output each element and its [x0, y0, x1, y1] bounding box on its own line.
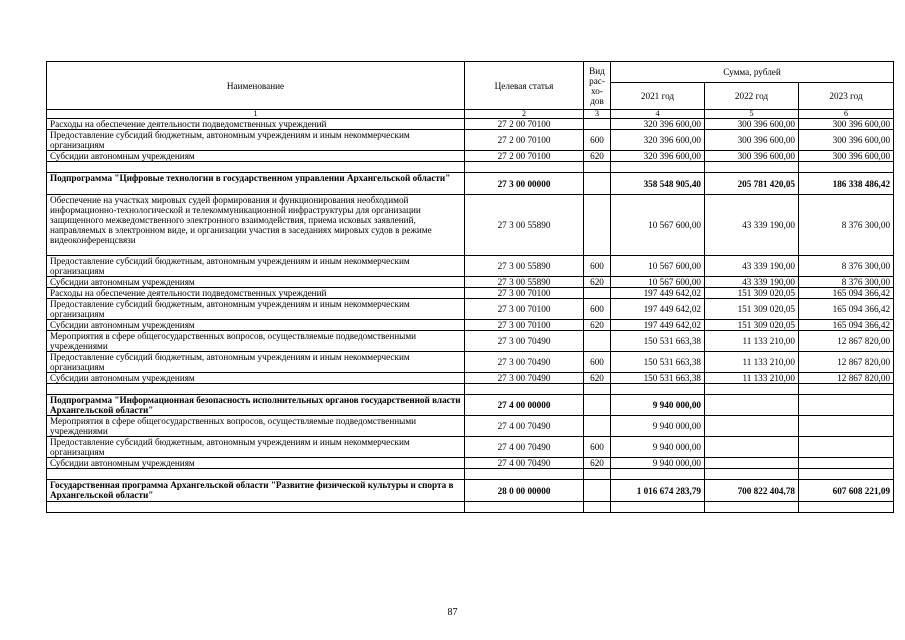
program-row: [47, 173, 894, 195]
table-row: [47, 320, 894, 331]
row-sum-2023: 12 867 820,00: [799, 352, 894, 373]
page-number: 87: [447, 607, 458, 618]
row-sum-2022: [705, 437, 799, 458]
table-row: [47, 277, 894, 288]
row-sum-2023: 8 376 300,00: [799, 195, 894, 256]
header-expense-kind: Вид рас-хо-дов: [584, 62, 611, 110]
table-row: [47, 331, 894, 352]
row-target-article: 27 2 00 70100: [465, 151, 584, 162]
row-sum-2022: 43 339 190,00: [705, 256, 799, 277]
header-name: Наименование: [47, 62, 465, 110]
row-sum-2022: 43 339 190,00: [705, 277, 799, 288]
row-sum-2023: 607 608 221,09: [799, 480, 894, 502]
row-expense-kind: 620: [584, 458, 611, 469]
row-sum-2021: 9 940 000,00: [611, 416, 705, 437]
row-name: Предоставление субсидий бюджетным, автономным учреждениям и иным некоммерческим организациям: [47, 130, 465, 151]
spacer-cell: [705, 469, 799, 480]
table-row: [47, 288, 894, 299]
spacer-row: [47, 162, 894, 173]
row-expense-kind: 600: [584, 130, 611, 151]
row-expense-kind: 600: [584, 299, 611, 320]
row-target-article: 27 3 00 55890: [465, 256, 584, 277]
row-expense-kind: [584, 395, 611, 416]
row-sum-2021: 197 449 642,02: [611, 320, 705, 331]
row-target-article: 27 3 00 70490: [465, 352, 584, 373]
spacer-cell: [705, 384, 799, 395]
row-expense-kind: [584, 173, 611, 195]
row-name: Подпрограмма "Цифровые технологии в государственном управлении Архангельской области": [47, 173, 465, 195]
row-sum-2021: 1 016 674 283,79: [611, 480, 705, 502]
row-sum-2021: 358 548 905,40: [611, 173, 705, 195]
row-sum-2023: [799, 437, 894, 458]
row-name: Подпрограмма "Информационная безопасность исполнительных органов государственной власти Архангельской области": [47, 395, 465, 416]
spacer-cell: [465, 384, 584, 395]
row-sum-2022: 151 309 020,05: [705, 288, 799, 299]
row-name: Субсидии автономным учреждениям: [47, 458, 465, 469]
row-sum-2021: 150 531 663,38: [611, 352, 705, 373]
spacer-cell: [584, 162, 611, 173]
table-row: [47, 458, 894, 469]
row-target-article: 27 3 00 70100: [465, 288, 584, 299]
spacer-cell: [47, 502, 465, 513]
row-sum-2022: 300 396 600,00: [705, 119, 799, 130]
row-sum-2022: 11 133 210,00: [705, 352, 799, 373]
colnum-5: 5: [705, 110, 799, 119]
row-expense-kind: [584, 331, 611, 352]
row-sum-2021: 197 449 642,02: [611, 299, 705, 320]
row-name: Расходы на обеспечение деятельности подведомственных учреждений: [47, 119, 465, 130]
row-sum-2022: 151 309 020,05: [705, 320, 799, 331]
row-name: Мероприятия в сфере общегосударственных вопросов, осуществляемые подведомственными учреждениями: [47, 331, 465, 352]
table-row: [47, 373, 894, 384]
spacer-cell: [705, 502, 799, 513]
spacer-cell: [584, 469, 611, 480]
row-sum-2023: [799, 416, 894, 437]
row-sum-2023: 12 867 820,00: [799, 373, 894, 384]
row-sum-2023: [799, 395, 894, 416]
row-sum-2022: 11 133 210,00: [705, 331, 799, 352]
spacer-cell: [584, 502, 611, 513]
spacer-cell: [799, 502, 894, 513]
row-name: Обеспечение на участках мировых судей формирования и функционирования необходимой информационно-технологической и телекоммуникационной инфраструктуры для организации защищенного межведомственного электронного взаимодействия, приема исковых заявлений, направляемых в электронном виде, и организации участия в заседаниях мировых судов в режиме видеоконференцсвязи: [47, 195, 465, 256]
row-sum-2021: 9 940 000,00: [611, 395, 705, 416]
row-sum-2022: 43 339 190,00: [705, 195, 799, 256]
row-target-article: 27 3 00 70490: [465, 373, 584, 384]
row-target-article: 27 2 00 70100: [465, 130, 584, 151]
row-name: Предоставление субсидий бюджетным, автономным учреждениям и иным некоммерческим организациям: [47, 437, 465, 458]
row-sum-2023: [799, 458, 894, 469]
row-target-article: 27 3 00 00000: [465, 173, 584, 195]
row-sum-2021: 9 940 000,00: [611, 437, 705, 458]
row-sum-2022: [705, 416, 799, 437]
row-name: Субсидии автономным учреждениям: [47, 151, 465, 162]
row-expense-kind: 620: [584, 151, 611, 162]
row-target-article: 27 3 00 55890: [465, 195, 584, 256]
row-expense-kind: 620: [584, 320, 611, 331]
row-target-article: 27 3 00 70490: [465, 331, 584, 352]
row-sum-2021: 320 396 600,00: [611, 119, 705, 130]
row-sum-2021: 320 396 600,00: [611, 151, 705, 162]
row-expense-kind: [584, 416, 611, 437]
colnum-1: 1: [47, 110, 465, 119]
row-name: Субсидии автономным учреждениям: [47, 373, 465, 384]
row-sum-2022: [705, 395, 799, 416]
program-row: [47, 395, 894, 416]
row-expense-kind: [584, 480, 611, 502]
row-sum-2022: 11 133 210,00: [705, 373, 799, 384]
table-row: [47, 416, 894, 437]
row-sum-2022: 700 822 404,78: [705, 480, 799, 502]
row-sum-2022: 300 396 600,00: [705, 130, 799, 151]
row-name: Предоставление субсидий бюджетным, автономным учреждениям и иным некоммерческим организациям: [47, 352, 465, 373]
row-sum-2021: 150 531 663,38: [611, 331, 705, 352]
table-row: [47, 195, 894, 256]
spacer-cell: [611, 162, 705, 173]
colnum-2: 2: [465, 110, 584, 119]
header-sum: Сумма, рублей: [611, 62, 894, 83]
spacer-cell: [799, 469, 894, 480]
row-sum-2021: 150 531 663,38: [611, 373, 705, 384]
row-sum-2023: 165 094 366,42: [799, 320, 894, 331]
row-sum-2021: 197 449 642,02: [611, 288, 705, 299]
spacer-cell: [611, 502, 705, 513]
row-target-article: 27 4 00 70490: [465, 416, 584, 437]
header-target-article: Целевая статья: [465, 62, 584, 110]
header-year-2022: 2022 год: [705, 83, 799, 110]
table-row: [47, 256, 894, 277]
row-target-article: 28 0 00 00000: [465, 480, 584, 502]
spacer-cell: [465, 162, 584, 173]
spacer-cell: [611, 469, 705, 480]
row-name: Предоставление субсидий бюджетным, автономным учреждениям и иным некоммерческим организациям: [47, 299, 465, 320]
row-expense-kind: 620: [584, 277, 611, 288]
budget-table: [46, 61, 894, 513]
row-sum-2023: 186 338 486,42: [799, 173, 894, 195]
row-expense-kind: [584, 288, 611, 299]
table-row: [47, 352, 894, 373]
row-name: Мероприятия в сфере общегосударственных вопросов, осуществляемые подведомственными учреждениями: [47, 416, 465, 437]
row-sum-2023: 300 396 600,00: [799, 130, 894, 151]
spacer-cell: [465, 502, 584, 513]
row-target-article: 27 2 00 70100: [465, 119, 584, 130]
spacer-cell: [799, 162, 894, 173]
spacer-cell: [799, 384, 894, 395]
row-sum-2022: [705, 458, 799, 469]
colnum-4: 4: [611, 110, 705, 119]
row-target-article: 27 3 00 70100: [465, 320, 584, 331]
row-expense-kind: 600: [584, 256, 611, 277]
spacer-cell: [47, 384, 465, 395]
row-target-article: 27 4 00 70490: [465, 437, 584, 458]
row-sum-2022: 205 781 420,05: [705, 173, 799, 195]
row-sum-2023: 165 094 366,42: [799, 299, 894, 320]
spacer-row: [47, 384, 894, 395]
table-row: [47, 437, 894, 458]
row-sum-2022: 300 396 600,00: [705, 151, 799, 162]
header-year-2023: 2023 год: [799, 83, 894, 110]
row-sum-2021: 9 940 000,00: [611, 458, 705, 469]
row-name: Государственная программа Архангельской области "Развитие физической культуры и спорта в Архангельской области": [47, 480, 465, 502]
program-row: [47, 480, 894, 502]
row-target-article: 27 4 00 70490: [465, 458, 584, 469]
row-expense-kind: [584, 195, 611, 256]
spacer-cell: [705, 162, 799, 173]
spacer-cell: [465, 469, 584, 480]
row-sum-2021: 10 567 600,00: [611, 277, 705, 288]
table-row: [47, 299, 894, 320]
row-sum-2023: 300 396 600,00: [799, 151, 894, 162]
row-name: Предоставление субсидий бюджетным, автономным учреждениям и иным некоммерческим организациям: [47, 256, 465, 277]
row-sum-2023: 8 376 300,00: [799, 256, 894, 277]
row-target-article: 27 4 00 00000: [465, 395, 584, 416]
spacer-cell: [47, 162, 465, 173]
row-name: Субсидии автономным учреждениям: [47, 277, 465, 288]
spacer-row: [47, 469, 894, 480]
row-sum-2023: 8 376 300,00: [799, 277, 894, 288]
row-expense-kind: [584, 119, 611, 130]
row-target-article: 27 3 00 70100: [465, 299, 584, 320]
colnum-6: 6: [799, 110, 894, 119]
row-expense-kind: 600: [584, 437, 611, 458]
table-body: [47, 119, 894, 513]
spacer-cell: [47, 469, 465, 480]
spacer-row: [47, 502, 894, 513]
row-expense-kind: 600: [584, 352, 611, 373]
spacer-cell: [584, 384, 611, 395]
header-year-2021: 2021 год: [611, 83, 705, 110]
row-expense-kind: 620: [584, 373, 611, 384]
row-sum-2022: 151 309 020,05: [705, 299, 799, 320]
table-row: [47, 119, 894, 130]
row-sum-2023: 300 396 600,00: [799, 119, 894, 130]
colnum-3: 3: [584, 110, 611, 119]
row-sum-2021: 320 396 600,00: [611, 130, 705, 151]
row-name: Субсидии автономным учреждениям: [47, 320, 465, 331]
table-row: [47, 130, 894, 151]
row-sum-2021: 10 567 600,00: [611, 256, 705, 277]
spacer-cell: [611, 384, 705, 395]
row-name: Расходы на обеспечение деятельности подведомственных учреждений: [47, 288, 465, 299]
row-sum-2021: 10 567 600,00: [611, 195, 705, 256]
row-sum-2023: 12 867 820,00: [799, 331, 894, 352]
row-sum-2023: 165 094 366,42: [799, 288, 894, 299]
row-target-article: 27 3 00 55890: [465, 277, 584, 288]
table-row: [47, 151, 894, 162]
